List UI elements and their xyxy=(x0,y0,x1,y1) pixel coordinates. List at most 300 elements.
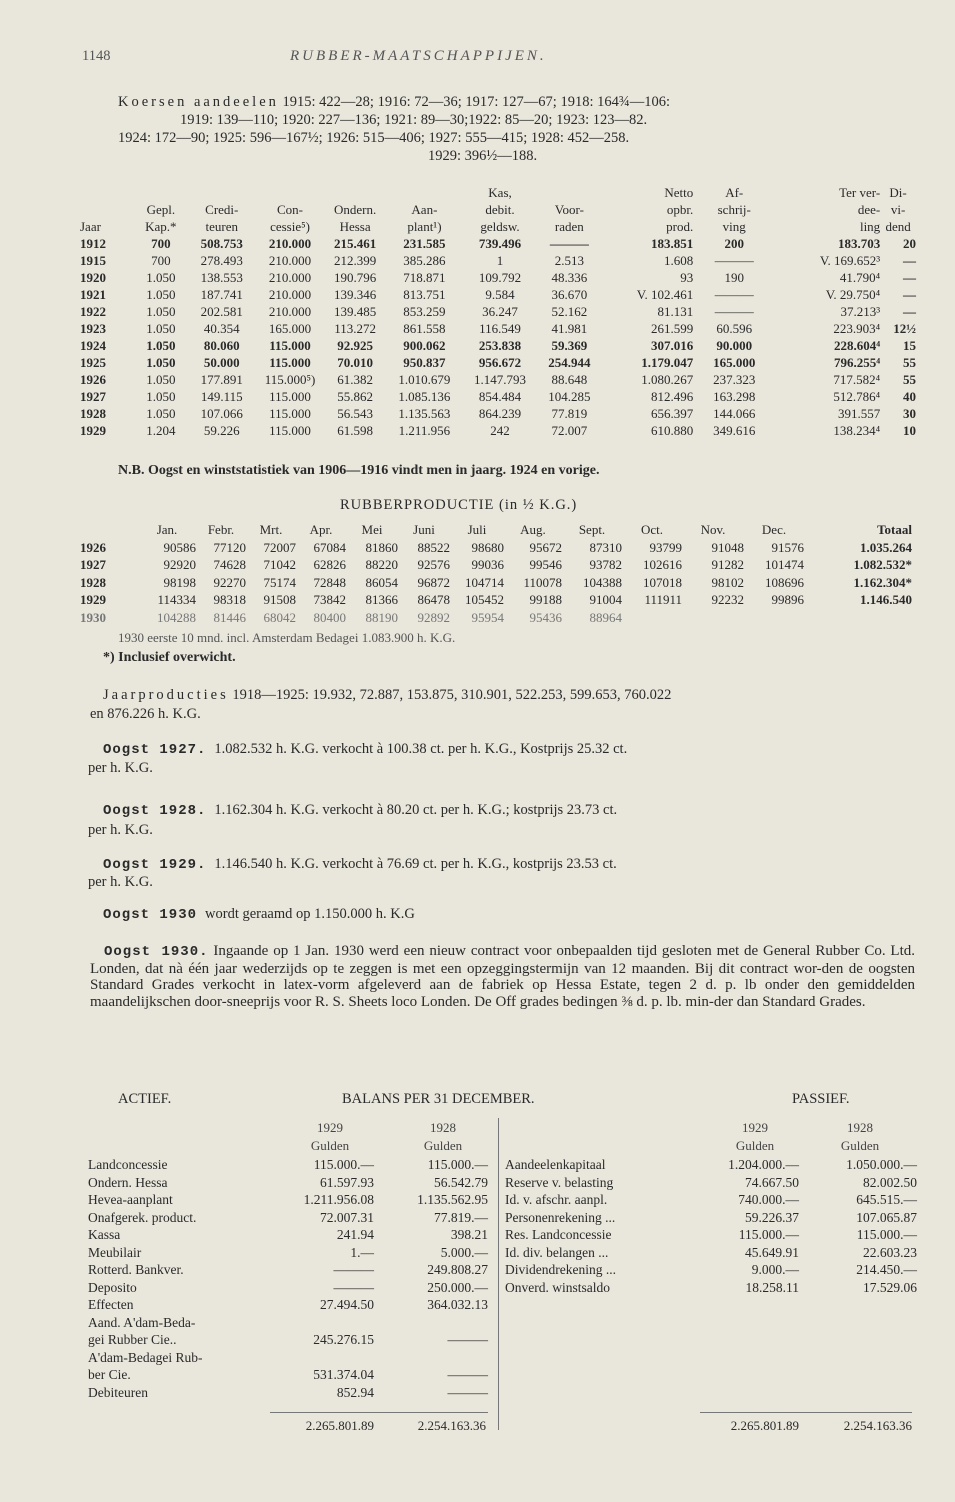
financial-value-cell: 202.581 xyxy=(200,304,243,319)
financial-value-cell: 36.670 xyxy=(551,287,588,302)
koersen-text-1: 1915: 422—28; 1916: 72—36; 1917: 127—67; 1918: 164¾—106: xyxy=(282,94,671,110)
oogst-label: Oogst 1929. xyxy=(103,857,207,873)
actief-total-rule xyxy=(270,1412,488,1413)
table-row xyxy=(88,1384,488,1402)
actief-value-1929: 1.211.956.08 xyxy=(303,1192,374,1207)
financial-value-cell: 1.050 xyxy=(146,355,176,370)
production-title: RUBBERPRODUCTIE (in ½ K.G.) xyxy=(340,497,578,513)
production-value-cell: 114334 xyxy=(157,592,196,607)
koersen-line-4: 1929: 396½—188. xyxy=(428,148,538,164)
financial-table-body xyxy=(80,235,916,439)
financial-value-cell: 253.838 xyxy=(478,338,522,353)
financial-value-cell: 59.226 xyxy=(203,423,240,438)
financial-header-cell: debit. xyxy=(485,202,515,217)
financial-header-row xyxy=(80,218,916,235)
passief-item-label: Personenrekening ... xyxy=(505,1209,616,1225)
financial-value-cell: 109.792 xyxy=(478,270,522,285)
oogst-line xyxy=(103,741,627,758)
passief-year-1929: 1929 xyxy=(742,1120,768,1135)
financial-value-cell: 92.925 xyxy=(337,338,373,353)
table-row xyxy=(80,556,912,574)
production-value-cell xyxy=(682,609,744,627)
actief-value-1929: 72.007.31 xyxy=(320,1209,374,1225)
running-title: RUBBER-MAATSCHAPPIJEN. xyxy=(290,48,547,64)
actief-item-label: gei Rubber Cie.. xyxy=(88,1332,177,1347)
financial-table-header xyxy=(80,184,916,235)
passief-item-label: Res. Landconcessie xyxy=(505,1227,612,1242)
financial-value-cell: — xyxy=(903,287,916,302)
production-value-cell: 105452 xyxy=(465,592,504,607)
production-value-cell: 71042 xyxy=(263,557,296,572)
financial-value-cell: ——— xyxy=(714,287,754,302)
financial-value-cell: 165.000 xyxy=(268,321,312,336)
actief-total-1928: 2.254.163.36 xyxy=(417,1418,486,1433)
financial-year-cell: 1915 xyxy=(80,253,106,268)
financial-header-cell: Credi- xyxy=(205,202,239,217)
financial-value-cell: 739.496 xyxy=(478,236,522,251)
financial-value-cell: 812.496 xyxy=(651,389,694,404)
table-row xyxy=(88,1349,488,1367)
financial-value-cell: 20 xyxy=(903,236,916,251)
production-note-1: 1930 eerste 10 mnd. incl. Amsterdam Bedagei 1.083.900 h. K.G. xyxy=(118,630,456,645)
financial-value-cell: 700 xyxy=(151,236,171,251)
financial-value-cell: 115.000⁵) xyxy=(264,372,316,387)
financial-header-cell xyxy=(135,184,188,201)
production-value-cell: 92576 xyxy=(417,557,450,572)
financial-value-cell: 864.239 xyxy=(478,406,522,421)
production-value-cell: 96872 xyxy=(417,574,450,590)
oogst-text: 1.082.532 h. K.G. verkocht à 100.38 ct. per h. K.G., Kostprijs 25.32 ct. xyxy=(214,741,628,757)
oogst-text: 1.162.304 h. K.G. verkocht à 80.20 ct. per h. K.G.; kostprijs 23.73 ct. xyxy=(214,802,618,818)
actief-value-1929: ——— xyxy=(333,1279,374,1295)
page-number: 1148 xyxy=(82,48,111,64)
financial-value-cell: 41.981 xyxy=(551,321,588,336)
production-value-cell: 1.035.264 xyxy=(860,539,912,555)
actief-value-1928: ——— xyxy=(447,1332,488,1347)
production-value-cell: 1.146.540 xyxy=(860,592,912,607)
financial-value-cell: 1.204 xyxy=(146,423,176,438)
financial-value-cell: 113.272 xyxy=(334,321,377,336)
passief-value-1928: 107.065.87 xyxy=(856,1209,917,1225)
financial-value-cell: 187.741 xyxy=(200,287,243,302)
financial-value-cell: 48.336 xyxy=(551,270,588,285)
actief-item-label: Meubilair xyxy=(88,1244,142,1260)
actief-value-1929: 1.— xyxy=(350,1244,374,1260)
table-row xyxy=(88,1226,488,1244)
financial-value-cell: ——— xyxy=(549,236,589,251)
table-row xyxy=(80,405,916,422)
table-row xyxy=(80,574,912,592)
actief-value-1929: 27.494.50 xyxy=(320,1297,374,1312)
production-value-cell: 91576 xyxy=(771,539,804,555)
actief-table-body xyxy=(88,1156,488,1401)
passief-item-label: Aandeelenkapitaal xyxy=(505,1157,606,1172)
financial-value-cell: 61.382 xyxy=(337,372,373,387)
table-row xyxy=(505,1261,917,1279)
production-value-cell: 98318 xyxy=(213,592,246,607)
financial-value-cell: 385.286 xyxy=(403,253,446,268)
financial-value-cell: 231.585 xyxy=(403,236,446,251)
koersen-line-2: 1919: 139—110; 1920: 227—136; 1921: 89—30;1922: 85—20; 1923: 123—82. xyxy=(180,112,648,128)
actief-value-1928 xyxy=(374,1349,488,1367)
financial-header-cell xyxy=(324,184,387,201)
passief-value-1929: 74.667.50 xyxy=(745,1174,799,1190)
financial-value-cell: 1.050 xyxy=(146,304,176,319)
production-value-cell: 99036 xyxy=(471,557,504,572)
table-row xyxy=(88,1261,488,1279)
financial-header-cell: dee- xyxy=(857,202,881,217)
production-table xyxy=(80,521,912,626)
financial-header-cell: opbr. xyxy=(666,202,694,217)
financial-header-cell xyxy=(256,184,323,201)
financial-header-cell: Kas, xyxy=(488,185,512,200)
actief-total-1929: 2.265.801.89 xyxy=(305,1418,374,1433)
financial-value-cell: 900.062 xyxy=(403,338,446,353)
actief-value-1928: 398.21 xyxy=(450,1227,488,1242)
financial-header-cell: raden xyxy=(554,219,584,234)
passief-value-1929: 1.204.000.— xyxy=(728,1157,799,1172)
financial-value-cell: 177.891 xyxy=(200,372,243,387)
financial-table xyxy=(80,184,916,439)
table-row xyxy=(80,354,916,371)
oogst-label: Oogst 1928. xyxy=(103,803,207,819)
table-row xyxy=(505,1191,917,1209)
financial-value-cell: 40 xyxy=(903,389,916,404)
production-value-cell: 81366 xyxy=(365,592,398,607)
table-row xyxy=(80,320,916,337)
financial-value-cell: 77.819 xyxy=(551,406,588,421)
financial-value-cell: 59.369 xyxy=(551,338,588,353)
actief-table xyxy=(88,1156,488,1401)
passief-value-1929: 9.000.— xyxy=(751,1262,799,1277)
financial-header-cell: Ondern. xyxy=(334,202,377,217)
production-year-cell: 1928 xyxy=(80,574,106,590)
financial-value-cell: 1.010.679 xyxy=(398,372,451,387)
production-value-cell: 108696 xyxy=(765,574,804,590)
production-header-cell: Totaal xyxy=(877,522,912,537)
financial-value-cell: 210.000 xyxy=(268,253,312,268)
actief-value-1928: 364.032.13 xyxy=(427,1297,488,1312)
passief-value-1928: 115.000.— xyxy=(856,1227,917,1242)
production-header-cell: Juni xyxy=(413,522,435,537)
financial-value-cell: 72.007 xyxy=(551,423,588,438)
passief-value-1928: 1.050.000.— xyxy=(846,1157,917,1172)
oogst-label: Oogst 1927. xyxy=(103,742,207,758)
production-value-cell: 99546 xyxy=(529,557,562,572)
financial-year-cell: 1929 xyxy=(80,423,106,438)
table-row xyxy=(88,1244,488,1262)
financial-value-cell: 104.285 xyxy=(548,389,591,404)
passief-label: PASSIEF. xyxy=(792,1091,850,1107)
actief-item-label: Effecten xyxy=(88,1297,134,1312)
financial-value-cell: 116.549 xyxy=(479,321,521,336)
production-value-cell: 92920 xyxy=(163,557,196,572)
nb-note: N.B. Oogst en winststatistiek van 1906—1916 vindt men in jaarg. 1924 en vorige. xyxy=(118,463,600,478)
production-value-cell: 98102 xyxy=(711,574,744,590)
production-value-cell: 81446 xyxy=(213,609,246,625)
passief-value-1928: 17.529.06 xyxy=(863,1279,917,1295)
table-row xyxy=(88,1296,488,1314)
production-value-cell: 104288 xyxy=(157,609,196,625)
production-value-cell: 1.082.532* xyxy=(853,557,912,572)
production-value-cell: 101474 xyxy=(765,557,804,572)
financial-value-cell: 138.234⁴ xyxy=(833,423,881,438)
financial-value-cell: 55 xyxy=(903,355,916,370)
financial-header-cell: Aan- xyxy=(411,202,438,217)
table-row xyxy=(505,1156,917,1174)
passief-value-1929: 45.649.91 xyxy=(745,1244,799,1260)
financial-header-cell: teuren xyxy=(205,219,238,234)
financial-value-cell: 854.484 xyxy=(478,389,522,404)
table-row xyxy=(80,252,916,269)
oogst-text-continuation: per h. K.G. xyxy=(88,760,153,776)
financial-value-cell: 139.485 xyxy=(334,304,377,319)
production-header-cell: Oct. xyxy=(640,522,664,537)
financial-value-cell: 718.871 xyxy=(403,270,446,285)
production-value-cell: 98198 xyxy=(163,574,196,590)
production-value-cell: 104714 xyxy=(465,574,504,590)
jaarproducties-label: Jaarproducties xyxy=(103,687,229,703)
production-value-cell: 87310 xyxy=(589,539,622,555)
production-value-cell: 73842 xyxy=(313,592,346,607)
financial-header-cell: Con- xyxy=(277,202,304,217)
table-row xyxy=(505,1244,917,1262)
financial-year-cell: 1920 xyxy=(80,270,106,285)
financial-value-cell: 1.135.563 xyxy=(398,406,451,421)
passief-unit-1929: Gulden xyxy=(735,1138,775,1153)
financial-value-cell: 210.000 xyxy=(268,270,312,285)
production-value-cell: 91508 xyxy=(263,592,296,607)
passief-item-label: Id. v. afschr. aanpl. xyxy=(505,1192,608,1207)
actief-value-1929 xyxy=(284,1314,374,1332)
financial-value-cell: 223.903⁴ xyxy=(833,321,881,336)
table-row xyxy=(505,1279,917,1297)
table-row xyxy=(80,303,916,320)
table-row xyxy=(88,1279,488,1297)
financial-value-cell: 2.513 xyxy=(554,253,584,268)
financial-value-cell: 212.399 xyxy=(334,253,377,268)
production-value-cell: 99188 xyxy=(529,592,562,607)
financial-header-row xyxy=(80,201,916,218)
financial-header-cell: ling xyxy=(859,219,881,234)
table-row xyxy=(80,269,916,286)
actief-value-1928: 77.819.— xyxy=(434,1209,488,1225)
financial-value-cell: 1.050 xyxy=(146,406,176,421)
financial-year-cell: 1926 xyxy=(80,372,106,387)
production-value-cell: 74628 xyxy=(213,557,246,572)
production-note-2: *) Inclusief overwicht. xyxy=(103,650,236,665)
financial-header-cell xyxy=(187,184,256,201)
koersen-label: Koersen aandeelen xyxy=(118,94,279,110)
production-value-cell: 67084 xyxy=(313,539,346,555)
financial-value-cell: 261.599 xyxy=(651,321,694,336)
financial-value-cell: V. 169.652³ xyxy=(819,253,881,268)
production-value-cell: 111911 xyxy=(644,592,682,607)
production-value-cell: 91004 xyxy=(589,592,622,607)
table-row xyxy=(80,422,916,439)
financial-value-cell: 12½ xyxy=(893,321,916,336)
financial-header-cell: cessie⁵) xyxy=(270,219,310,234)
jaarproducties-text: 1918—1925: 19.932, 72.887, 153.875, 310.901, 522.253, 599.653, 760.022 xyxy=(232,687,672,703)
actief-value-1928: 115.000.— xyxy=(427,1157,488,1172)
financial-header-cell: schrij- xyxy=(717,202,751,217)
production-header-cell: Sept. xyxy=(578,522,606,537)
production-value-cell: 80400 xyxy=(313,609,346,625)
financial-value-cell: 115.000 xyxy=(269,355,311,370)
production-year-cell: 1929 xyxy=(80,592,106,607)
financial-value-cell: 81.131 xyxy=(657,304,694,319)
financial-value-cell: 1.050 xyxy=(146,287,176,302)
passief-total-1929: 2.265.801.89 xyxy=(730,1418,799,1433)
balance-divider xyxy=(498,1118,499,1430)
passief-year-1928: 1928 xyxy=(847,1120,873,1135)
financial-value-cell: 210.000 xyxy=(268,304,312,319)
actief-value-1929: 61.597.93 xyxy=(320,1174,374,1190)
financial-value-cell: 107.066 xyxy=(200,406,243,421)
financial-header-cell: dend xyxy=(885,219,911,234)
production-value-cell: 95954 xyxy=(471,609,504,625)
production-value-cell: 72007 xyxy=(263,539,296,555)
financial-value-cell: 1.085.136 xyxy=(398,389,451,404)
actief-value-1928: 250.000.— xyxy=(427,1279,488,1295)
financial-header-cell xyxy=(80,184,135,201)
financial-value-cell: — xyxy=(903,270,916,285)
financial-value-cell: 190 xyxy=(724,270,744,285)
financial-value-cell: 1.050 xyxy=(146,389,176,404)
actief-label: ACTIEF. xyxy=(118,1091,172,1107)
production-value-cell: 90586 xyxy=(163,539,196,555)
table-row xyxy=(505,1174,917,1192)
jaarproducties-line-1 xyxy=(103,687,671,704)
table-row xyxy=(80,388,916,405)
financial-value-cell: — xyxy=(903,253,916,268)
production-header-cell: Febr. xyxy=(207,522,235,537)
production-value-cell: 81860 xyxy=(365,539,398,555)
actief-item-label: A'dam-Bedagei Rub- xyxy=(88,1349,203,1365)
financial-year-cell: 1925 xyxy=(80,355,106,370)
actief-value-1928: 1.135.562.95 xyxy=(417,1192,488,1207)
production-value-cell: 86054 xyxy=(365,574,398,590)
balance-title: BALANS PER 31 DECEMBER. xyxy=(342,1091,535,1107)
financial-year-cell: 1927 xyxy=(80,389,106,404)
financial-value-cell: 190.796 xyxy=(334,270,377,285)
financial-value-cell: 52.162 xyxy=(551,304,588,319)
financial-header-cell: Voor- xyxy=(554,202,584,217)
oogst-line xyxy=(103,802,617,819)
jaarproducties-line-2: en 876.226 h. K.G. xyxy=(90,706,201,722)
financial-value-cell: 41.790⁴ xyxy=(839,270,881,285)
financial-header-cell: Di- xyxy=(889,185,907,200)
table-row xyxy=(505,1226,917,1244)
production-value-cell: 95436 xyxy=(529,609,562,625)
koersen-line-1 xyxy=(118,94,670,111)
actief-value-1928 xyxy=(374,1314,488,1332)
financial-header-cell: Hessa xyxy=(339,219,371,234)
financial-header-cell: ving xyxy=(722,219,746,234)
actief-item-label: Onafgerek. product. xyxy=(88,1209,197,1225)
contract-paragraph xyxy=(90,943,915,1010)
financial-value-cell: V. 29.750⁴ xyxy=(825,287,881,302)
financial-value-cell: 349.616 xyxy=(713,423,756,438)
production-table-header xyxy=(80,521,912,539)
financial-header-cell: vi- xyxy=(890,202,906,217)
actief-item-label: ber Cie. xyxy=(88,1367,131,1382)
production-value-cell: 110078 xyxy=(523,574,562,590)
financial-value-cell: 56.543 xyxy=(337,406,373,421)
financial-value-cell: 40.354 xyxy=(203,321,240,336)
production-year-cell: 1927 xyxy=(80,557,106,572)
financial-value-cell: 956.672 xyxy=(478,355,522,370)
production-header-cell: Jan. xyxy=(156,522,178,537)
financial-value-cell: 700 xyxy=(151,253,171,268)
production-value-cell: 91282 xyxy=(711,557,744,572)
financial-value-cell: 163.298 xyxy=(713,389,756,404)
actief-value-1929: 852.94 xyxy=(336,1384,374,1400)
financial-value-cell: 1.050 xyxy=(146,372,176,387)
oogst-text: wordt geraamd op 1.150.000 h. K.G xyxy=(205,906,415,922)
table-row xyxy=(80,286,916,303)
financial-value-cell: 139.346 xyxy=(334,287,377,302)
passief-unit-1928: Gulden xyxy=(840,1138,880,1153)
financial-value-cell: 90.000 xyxy=(716,338,753,353)
production-value-cell: 91048 xyxy=(711,539,744,555)
financial-value-cell: 144.066 xyxy=(713,406,756,421)
passief-item-label: Dividendrekening ... xyxy=(505,1262,616,1277)
financial-value-cell: 61.598 xyxy=(337,423,373,438)
actief-value-1928: 56.542.79 xyxy=(434,1174,488,1190)
passief-item-label: Id. div. belangen ... xyxy=(505,1244,609,1260)
financial-value-cell: — xyxy=(903,304,916,319)
production-year-cell: 1930 xyxy=(80,609,106,625)
production-value-cell: 92232 xyxy=(711,592,744,607)
production-value-cell: 75174 xyxy=(263,574,296,590)
koersen-line-3: 1924: 172—90; 1925: 596—167½; 1926: 515—406; 1927: 555—415; 1928: 452—258. xyxy=(118,130,630,146)
actief-item-label: Landconcessie xyxy=(88,1157,168,1172)
production-header-row xyxy=(80,521,912,539)
financial-value-cell: 1.147.793 xyxy=(474,372,527,387)
passief-value-1929: 59.226.37 xyxy=(745,1209,799,1225)
financial-value-cell: 115.000 xyxy=(269,338,311,353)
financial-value-cell: 183.703 xyxy=(837,236,881,251)
production-value-cell: 62826 xyxy=(313,557,346,572)
actief-unit-1928: Gulden xyxy=(423,1138,463,1153)
production-header-cell: Mei xyxy=(361,522,383,537)
production-header-cell: Juli xyxy=(467,522,487,537)
actief-item-label: Debiteuren xyxy=(88,1384,148,1400)
financial-value-cell: 80.060 xyxy=(203,338,240,353)
oogst-line xyxy=(103,856,617,873)
financial-value-cell: 228.604⁴ xyxy=(834,338,881,353)
production-table-body xyxy=(80,539,912,627)
production-value-cell: 88190 xyxy=(365,609,398,625)
production-value-cell: 98680 xyxy=(471,539,504,555)
financial-header-cell: geldsw. xyxy=(480,219,520,234)
financial-value-cell: 50.000 xyxy=(203,355,240,370)
production-value-cell: 1.162.304* xyxy=(853,574,912,590)
actief-year-1929: 1929 xyxy=(317,1120,343,1135)
financial-value-cell: 36.247 xyxy=(482,304,518,319)
production-value-cell: 92270 xyxy=(213,574,246,590)
production-value-cell: 104388 xyxy=(583,574,622,590)
passief-total-rule xyxy=(700,1412,912,1413)
production-year-cell: 1926 xyxy=(80,539,106,555)
table-row xyxy=(88,1366,488,1384)
actief-item-label: Aand. A'dam-Beda- xyxy=(88,1314,196,1330)
production-value-cell xyxy=(622,609,682,627)
production-value-cell: 72848 xyxy=(313,574,346,590)
financial-value-cell: 93 xyxy=(680,270,694,285)
passief-value-1928: 214.450.— xyxy=(856,1262,917,1277)
